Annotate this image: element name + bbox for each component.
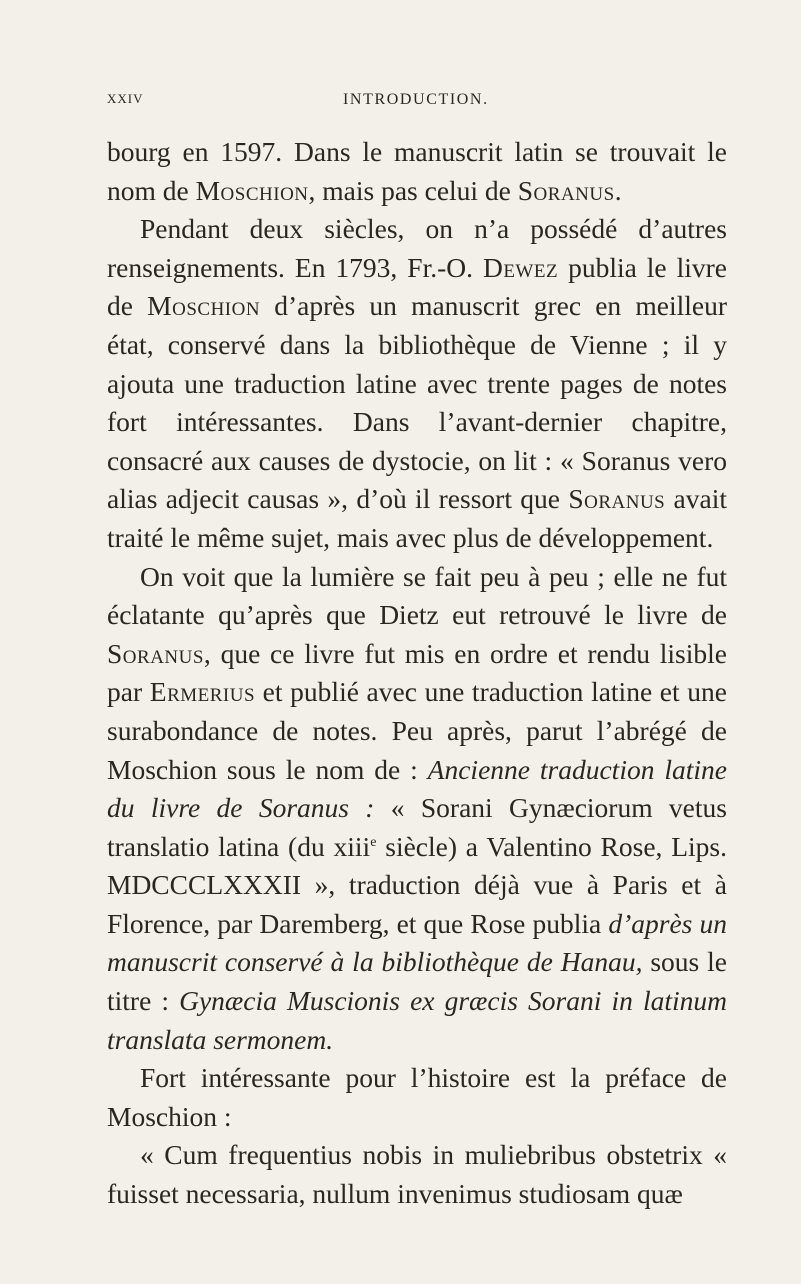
text-run: d’après un manuscrit grec en meilleur état, conservé dans la bibliothèque de Vienne ; il y ajouta une traduction latine avec trente pages de notes fort intéressantes. Dans l’avant-dernier chapitre, consacré aux causes de dystocie, on lit : « Soranus vero alias adjecit causas », d’où il ressort que [107, 290, 727, 515]
text-run: « Cum frequentius nobis in muliebribus obstetrix « fuisset necessaria, nullum invenimus studiosam quæ [107, 1139, 727, 1210]
author-name: Soranus [517, 174, 615, 206]
author-name: Soranus [107, 637, 204, 669]
italic-title: Ancienne traduction latine du livre de Soranus : [107, 753, 727, 824]
author-name: Dewez [482, 251, 559, 283]
body-text [107, 133, 727, 1214]
text-run: et publié avec une traduction latine et une surabondance de notes. Peu après, parut l’abrégé de Moschion sous le nom de : [107, 676, 727, 785]
author-name: Soranus [568, 483, 666, 515]
text-run: Pendant deux siècles, on n’a possédé d’autres renseignements. En 1793, Fr.-O. [107, 213, 727, 283]
text-run: publia le livre de [107, 251, 727, 322]
author-name: Moschion [147, 290, 261, 322]
paragraph-3 [107, 558, 727, 1060]
paragraph-4 [107, 1059, 727, 1136]
text-run: On voit que la lumière se fait peu à peu ; elle ne fut éclatante qu’après que Dietz eut retrouvé le livre de [107, 560, 727, 631]
text-run: bourg en 1597. Dans le manuscrit latin se trouvait le nom de [107, 136, 727, 206]
text-run: , que ce livre fut mis en ordre et rendu lisible par [107, 637, 727, 708]
text-run: sous le titre : [107, 946, 728, 1017]
author-name: Moschion [195, 174, 309, 206]
author-name: Ermerius [149, 676, 256, 708]
paragraph-5 [107, 1136, 727, 1213]
text-run: Fort intéressante pour l’histoire est la préface de Moschion : [107, 1062, 727, 1132]
running-title: INTRODUCTION. [343, 91, 489, 108]
text-run: avait traité le même sujet, mais avec plus de développement. [107, 483, 727, 553]
page-number: XXIV [107, 91, 144, 106]
paragraph-2 [107, 210, 727, 557]
italic-title: Gynæcia Muscionis ex græcis Sorani in latinum translata sermonem. [107, 985, 727, 1055]
text-run: « Sorani Gynæciorum vetus translatio latina (du xiii [107, 792, 727, 862]
page-header [107, 91, 727, 115]
superscript: e [370, 834, 377, 850]
text-run: , mais pas celui de [308, 174, 518, 206]
italic-phrase: d’après un manuscrit conservé à la bibliothèque de Hanau, [107, 907, 727, 978]
text-run: siècle) a Valentino Rose, Lips. MDCCCLXXXII », traduction déjà vue à Paris et à Florence, par Daremberg, et que Rose publia [107, 830, 727, 939]
text-run: . [614, 174, 622, 206]
paragraph-1 [107, 133, 727, 210]
